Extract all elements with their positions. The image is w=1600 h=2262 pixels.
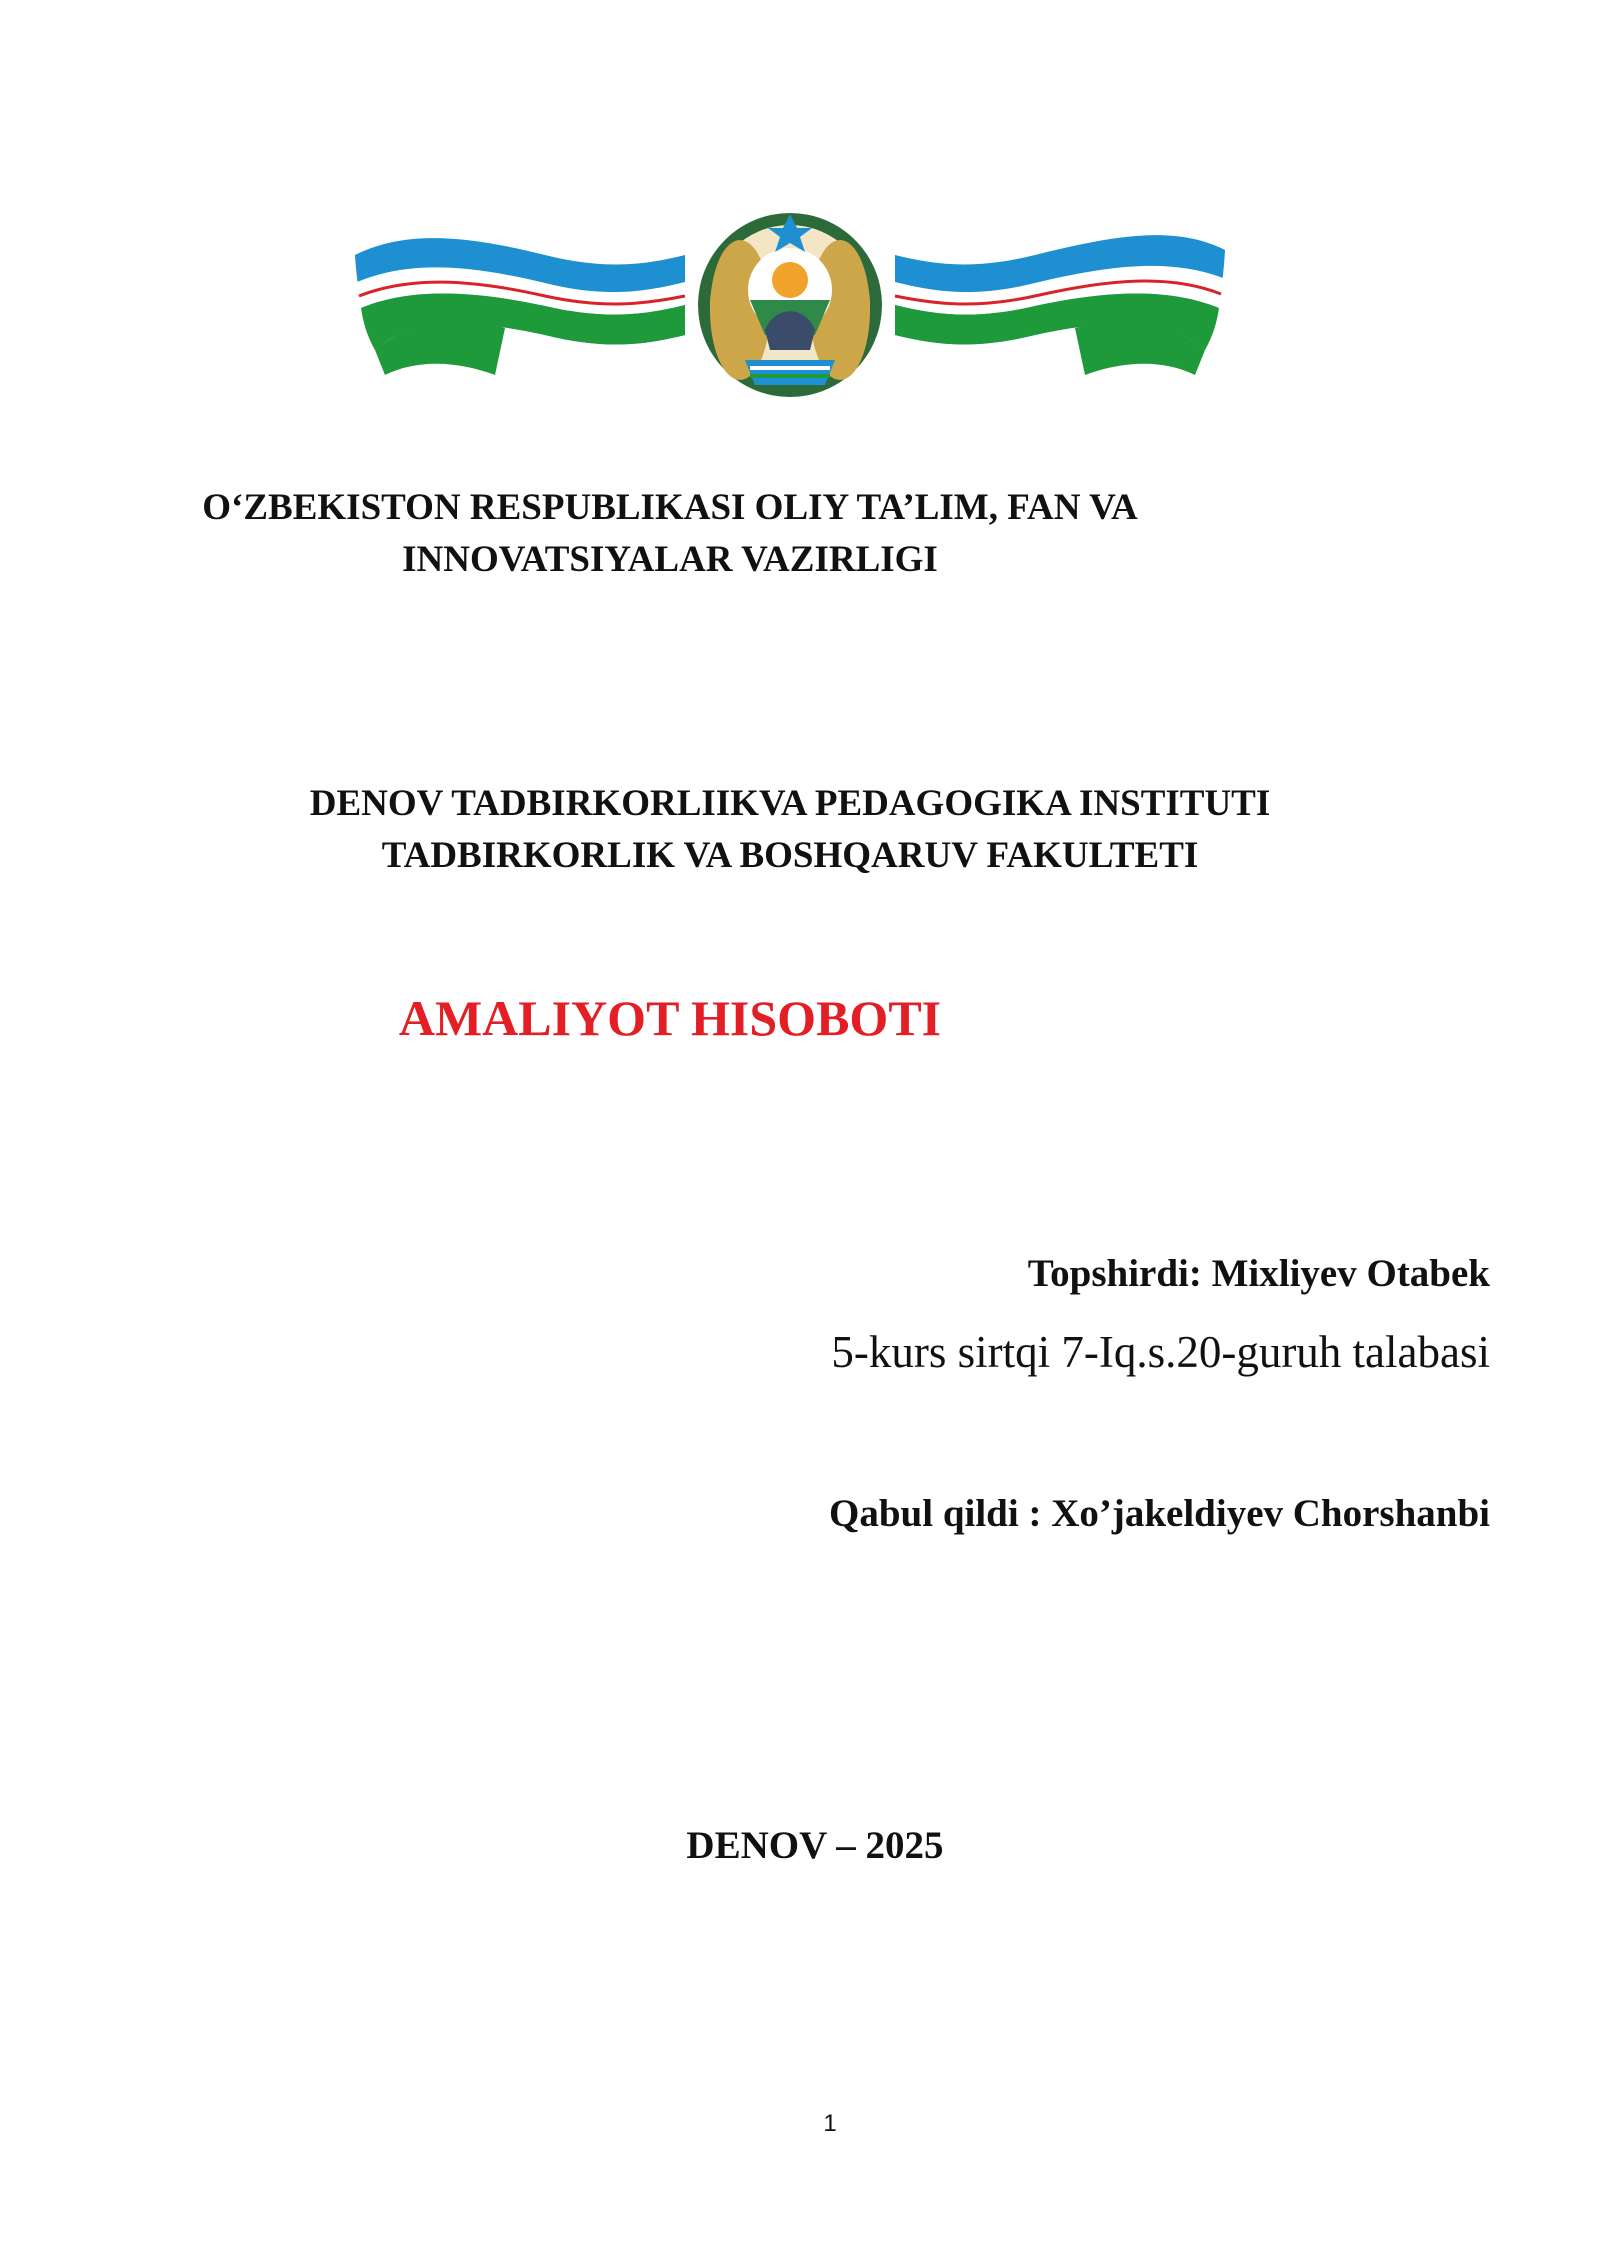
submitted-by: Topshirdi: Mixliyev Otabek bbox=[1027, 1252, 1490, 1295]
city-year: DENOV – 2025 bbox=[686, 1824, 944, 1867]
student-group: 5-kurs sirtqi 7-Iq.s.20-guruh talabasi bbox=[831, 1327, 1490, 1377]
ministry-heading-line-1: O‘ZBEKISTON RESPUBLIKASI OLIY TA’LIM, FAN VA bbox=[202, 487, 1138, 528]
page-number: 1 bbox=[823, 2110, 837, 2137]
accepted-by: Qabul qildi : Xo’jakeldiyev Chorshanbi bbox=[829, 1492, 1490, 1535]
ministry-heading bbox=[0, 482, 1470, 586]
institute-heading bbox=[0, 778, 1590, 882]
flag-ribbon-left bbox=[355, 238, 685, 375]
ministry-heading-line-2: INNOVATSIYALAR VAZIRLIGI bbox=[402, 539, 938, 580]
flag-ribbon-right bbox=[895, 235, 1225, 375]
institute-heading-line-1: DENOV TADBIRKORLIIKVA PEDAGOGIKA INSTITUTI bbox=[309, 783, 1271, 824]
document-title: AMALIYOT HISOBOTI bbox=[398, 990, 942, 1046]
coat-of-arms-icon bbox=[698, 213, 882, 397]
state-emblem-ribbon-image bbox=[345, 210, 1235, 400]
institute-heading-line-2: TADBIRKORLIK VA BOSHQARUV FAKULTETI bbox=[381, 835, 1199, 876]
